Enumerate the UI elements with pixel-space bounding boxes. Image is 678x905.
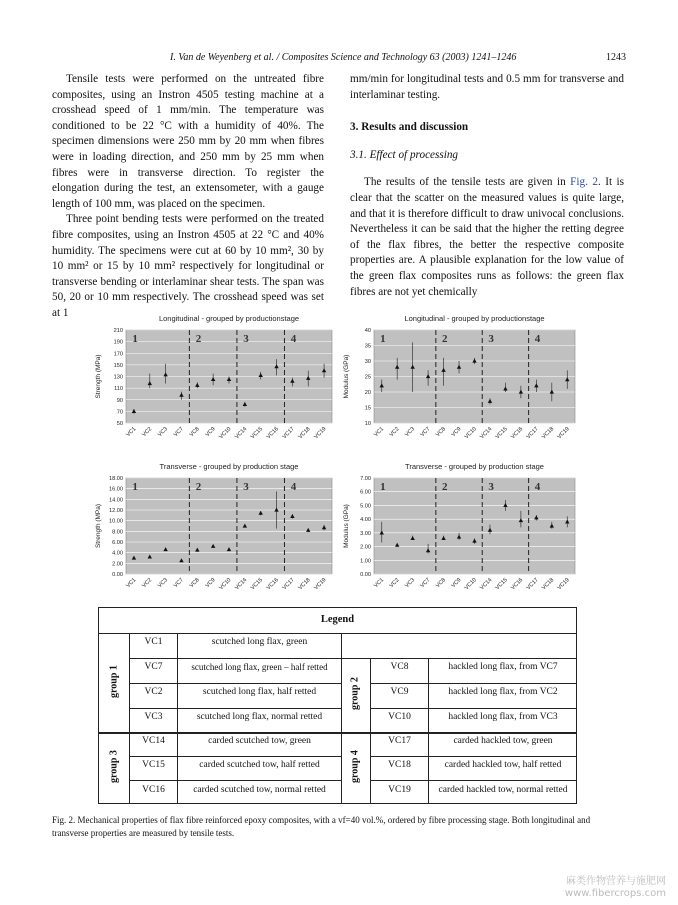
group-4-label: group 4 — [349, 750, 361, 783]
y-tick-label: 50 — [116, 421, 123, 427]
x-tick-label: VC17 — [525, 577, 540, 592]
y-tick-label: 110 — [114, 386, 123, 393]
x-tick-label: VC1 — [373, 426, 386, 439]
x-tick-label: VC15 — [494, 577, 509, 592]
x-tick-label: VC10 — [218, 426, 233, 441]
y-tick-label: 6.00 — [360, 489, 371, 496]
y-tick-label: 30 — [364, 359, 371, 365]
x-tick-label: VC18 — [541, 577, 556, 592]
legend-divider — [129, 658, 341, 659]
y-tick-label: 2.00 — [360, 544, 371, 551]
group-number-label: 2 — [442, 333, 448, 345]
x-tick-label: VC10 — [218, 577, 233, 592]
y-tick-label: 2.00 — [112, 561, 123, 568]
y-tick-label: 3.00 — [360, 530, 371, 537]
paragraph-tensile-tests: Tensile tests were performed on the untreated fibre composites, using an Instron 4505 testing machine at a crosshead speed of 1 mm/min. The temperature was conditioned to be 22 °C with a humidity of 40%. The specimen dimensions were 250 mm by 20 mm when fibres were in loading direction, and 250 mm by 25 mm when fibres were in transverse direction. To register the elongation during the test, an extensometer, with a gauge length of 100 mm, was placed on the specimen. — [52, 73, 324, 210]
legend-desc: carded hackled tow, green — [453, 736, 553, 746]
y-tick-label: 0.00 — [112, 572, 123, 578]
x-tick-label: VC19 — [556, 577, 571, 592]
legend-divider — [370, 780, 577, 781]
x-tick-label: VC3 — [157, 577, 170, 590]
legend-code: VC10 — [388, 712, 411, 722]
y-axis-label: Strength (MPa) — [95, 503, 102, 549]
y-tick-label: 20 — [364, 390, 371, 396]
x-tick-label: VC8 — [188, 577, 201, 590]
legend-divider — [341, 658, 577, 659]
legend-code: VC14 — [142, 736, 165, 746]
legend-desc: carded scutched tow, normal retted — [193, 785, 326, 795]
legend-code: VC16 — [142, 785, 165, 795]
y-tick-label: 210 — [113, 328, 123, 334]
group-number-label: 4 — [534, 481, 541, 493]
x-tick-label: VC7 — [172, 426, 185, 439]
legend-divider — [129, 756, 341, 757]
legend-desc: hackled long flax, from VC3 — [448, 712, 558, 722]
legend-desc: scutched long flax, green — [211, 637, 308, 647]
x-tick-label: VC15 — [249, 426, 265, 441]
group-2-label: group 2 — [349, 677, 361, 710]
x-tick-label: VC9 — [450, 577, 463, 590]
y-tick-label: 12.00 — [109, 508, 123, 514]
group-number-label: 1 — [380, 333, 386, 345]
section-heading: 3. Results and discussion — [350, 121, 469, 134]
x-tick-label: VC8 — [435, 577, 447, 590]
legend-code: VC17 — [388, 736, 411, 746]
group-number-label: 2 — [195, 481, 202, 493]
x-tick-label: VC2 — [388, 577, 401, 590]
group-1-label: group 1 — [108, 665, 120, 698]
watermark — [565, 876, 666, 900]
group-number-label: 2 — [195, 333, 202, 345]
chart-title: Transverse - grouped by production stage — [159, 462, 299, 471]
x-tick-label: VC8 — [188, 426, 201, 439]
y-tick-label: 10 — [364, 421, 371, 427]
running-header — [60, 52, 626, 66]
x-tick-label: VC15 — [494, 426, 509, 441]
legend-desc: carded scutched tow, half retted — [199, 760, 320, 770]
chart-title: Transverse - grouped by production stage — [405, 462, 544, 471]
y-tick-label: 90 — [116, 397, 123, 404]
chart-svg — [340, 458, 580, 606]
legend-code: VC7 — [144, 662, 163, 672]
x-tick-label: VC3 — [404, 577, 417, 590]
x-tick-label: VC17 — [281, 426, 296, 441]
x-tick-label: VC8 — [435, 426, 447, 439]
plot-area — [374, 478, 575, 574]
results-text-b: . It is clear that the scatter on the measured values is quite large, and that it is therefore difficult to draw univocal conclusions. Nevertheless it can be said that the higher the retting degree of the flax fibres, the better the respective composite properties are. A plausible explanation for the low value of the green flax composites runs as follows: the green flax fibres are not yet chemically — [350, 176, 624, 298]
x-tick-label: VC16 — [265, 426, 280, 441]
legend-code: VC8 — [390, 662, 409, 672]
legend-divider — [370, 658, 371, 804]
y-tick-label: 130 — [113, 374, 123, 381]
legend-code: VC9 — [390, 687, 409, 697]
y-tick-label: 170 — [113, 351, 123, 358]
x-tick-label: VC18 — [297, 577, 312, 592]
y-tick-label: 6.00 — [112, 540, 123, 546]
x-tick-label: VC9 — [204, 577, 217, 590]
x-tick-label: VC19 — [313, 426, 328, 441]
paragraph-bending-tests: Three point bending tests were performed on the treated fibre composites, using an Instron 4505 at 22 °C and 40% humidity. The specimens were cut at 60 by 10 mm², 30 by 10 mm² or 15 by 10 mm² respectively for longitudinal or transverse bending or interlaminar shear tests. The span was 50, 20 or 10 mm respectively. The crosshead speed was set at 1 — [52, 213, 324, 319]
chart-transverse-modulus — [340, 458, 580, 606]
group-3-label: group 3 — [108, 750, 120, 783]
x-tick-label: VC15 — [249, 577, 265, 592]
x-tick-label: VC14 — [234, 426, 249, 441]
x-tick-label: VC1 — [125, 577, 138, 590]
legend-desc: hackled long flax, from VC2 — [448, 687, 558, 697]
y-tick-label: 1.00 — [360, 558, 371, 565]
chart-longitudinal-modulus — [340, 310, 580, 455]
y-tick-label: 15 — [364, 405, 371, 412]
y-tick-label: 0.00 — [360, 572, 371, 578]
y-tick-label: 5.00 — [360, 503, 371, 510]
chart-svg — [92, 310, 337, 455]
legend-code: VC15 — [142, 760, 165, 770]
y-tick-label: 7.00 — [360, 476, 371, 482]
x-tick-label: VC16 — [510, 426, 525, 441]
group-number-label: 4 — [534, 333, 541, 345]
y-tick-label: 4.00 — [360, 517, 371, 524]
group-number-label: 3 — [488, 481, 494, 493]
x-tick-label: VC16 — [265, 577, 280, 592]
legend-code: VC3 — [144, 712, 163, 722]
y-axis-label: Modulus (GPa) — [343, 354, 350, 399]
legend-desc: scutched long flax, half retted — [202, 687, 317, 697]
legend-divider — [99, 732, 577, 734]
legend-title: Legend — [99, 608, 576, 634]
group-number-label: 3 — [243, 333, 249, 345]
legend-desc: scutched long flax, green – half retted — [191, 662, 328, 672]
figure-caption: Fig. 2. Mechanical properties of flax fibre reinforced epoxy composites, with a vf=40 vol.%, ordered by fibre processing stage. Both longitudinal and transverse properties are measured by tensile tests. — [52, 815, 591, 838]
chart-title: Longitudinal - grouped by productionstage — [158, 314, 300, 323]
x-tick-label: VC9 — [450, 426, 463, 439]
x-tick-label: VC2 — [141, 577, 154, 590]
x-tick-label: VC17 — [525, 426, 540, 441]
x-tick-label: VC19 — [556, 426, 571, 441]
chart-title: Longitudinal - grouped by productionstage — [404, 314, 545, 323]
y-tick-label: 25 — [364, 374, 371, 381]
legend-code: VC1 — [144, 637, 163, 647]
left-column — [52, 72, 324, 322]
x-tick-label: VC3 — [157, 426, 170, 439]
x-tick-label: VC14 — [479, 426, 494, 441]
legend-code: VC18 — [388, 760, 411, 770]
y-tick-label: 190 — [113, 339, 123, 346]
legend-desc: scutched long flax, normal retted — [196, 712, 323, 722]
legend-divider — [370, 708, 577, 709]
figure-link[interactable]: Fig. 2 — [570, 176, 598, 189]
chart-longitudinal-strength — [92, 310, 337, 455]
y-tick-label: 40 — [364, 328, 371, 334]
legend-desc: carded scutched tow, green — [208, 736, 311, 746]
legend-divider — [428, 658, 429, 804]
y-tick-label: 4.00 — [112, 550, 123, 557]
paragraph-results — [350, 175, 624, 300]
y-tick-label: 35 — [364, 343, 371, 350]
header-citation: I. Van de Weyenberg et al. / Composites Science and Technology 63 (2003) 1241–1246 — [170, 52, 517, 63]
x-tick-label: VC9 — [204, 426, 217, 439]
y-tick-label: 8.00 — [112, 529, 123, 536]
legend-divider — [370, 756, 577, 757]
right-column — [350, 72, 624, 300]
x-tick-label: VC2 — [388, 426, 401, 439]
x-tick-label: VC16 — [510, 577, 525, 592]
legend-divider — [370, 683, 577, 684]
y-axis-label: Modulus (GPa) — [343, 504, 350, 548]
legend-desc: carded hackled tow, half retted — [444, 760, 562, 770]
x-tick-label: VC3 — [404, 426, 417, 439]
x-tick-label: VC1 — [373, 577, 386, 590]
x-tick-label: VC14 — [234, 577, 249, 592]
x-tick-label: VC7 — [419, 426, 432, 439]
group-number-label: 1 — [380, 481, 386, 493]
x-tick-label: VC18 — [297, 426, 312, 441]
x-tick-label: VC2 — [141, 426, 154, 439]
legend-code: VC19 — [388, 785, 411, 795]
watermark-line-2: www.fibercrops.com — [564, 888, 666, 899]
x-tick-label: VC1 — [125, 426, 138, 439]
watermark-line-1: 麻类作物营养与施肥网 — [566, 876, 666, 887]
chart-svg — [340, 310, 580, 455]
subsection-heading: 3.1. Effect of processing — [350, 148, 459, 161]
y-tick-label: 10.00 — [109, 518, 123, 525]
x-tick-label: VC7 — [419, 577, 432, 590]
group-number-label: 4 — [290, 481, 297, 493]
group-number-label: 1 — [132, 333, 138, 345]
legend-desc: hackled long flax, from VC7 — [448, 662, 558, 672]
x-tick-label: VC18 — [541, 426, 556, 441]
x-tick-label: VC17 — [281, 577, 296, 592]
legend-divider — [129, 708, 341, 709]
legend-desc: carded hackled tow, normal retted — [438, 785, 568, 795]
x-tick-label: VC7 — [172, 577, 185, 590]
results-text-a: The results of the tensile tests are given in — [364, 176, 571, 189]
group-number-label: 2 — [442, 481, 448, 493]
y-tick-label: 150 — [113, 362, 123, 369]
group-number-label: 3 — [488, 333, 494, 345]
legend-code: VC2 — [144, 687, 163, 697]
paragraph-continued: mm/min for longitudinal tests and 0.5 mm for transverse and interlaminar testing. — [350, 73, 624, 101]
x-tick-label: VC10 — [463, 426, 478, 441]
y-tick-label: 18.00 — [109, 476, 123, 482]
group-number-label: 3 — [243, 481, 249, 493]
legend-divider — [129, 780, 341, 781]
y-axis-label: Strength (MPa) — [95, 354, 102, 399]
legend-divider — [129, 683, 341, 684]
x-tick-label: VC14 — [479, 577, 494, 592]
group-number-label: 4 — [290, 333, 297, 345]
x-tick-label: VC19 — [313, 577, 328, 592]
y-tick-label: 16.00 — [109, 486, 123, 493]
group-number-label: 1 — [132, 481, 138, 493]
page-number: 1243 — [606, 52, 626, 63]
chart-svg — [92, 458, 337, 606]
figure-legend — [98, 607, 577, 804]
chart-transverse-strength — [92, 458, 337, 606]
y-tick-label: 70 — [116, 409, 123, 416]
plot-area — [126, 478, 332, 574]
x-tick-label: VC10 — [463, 577, 478, 592]
y-tick-label: 14.00 — [109, 497, 123, 504]
